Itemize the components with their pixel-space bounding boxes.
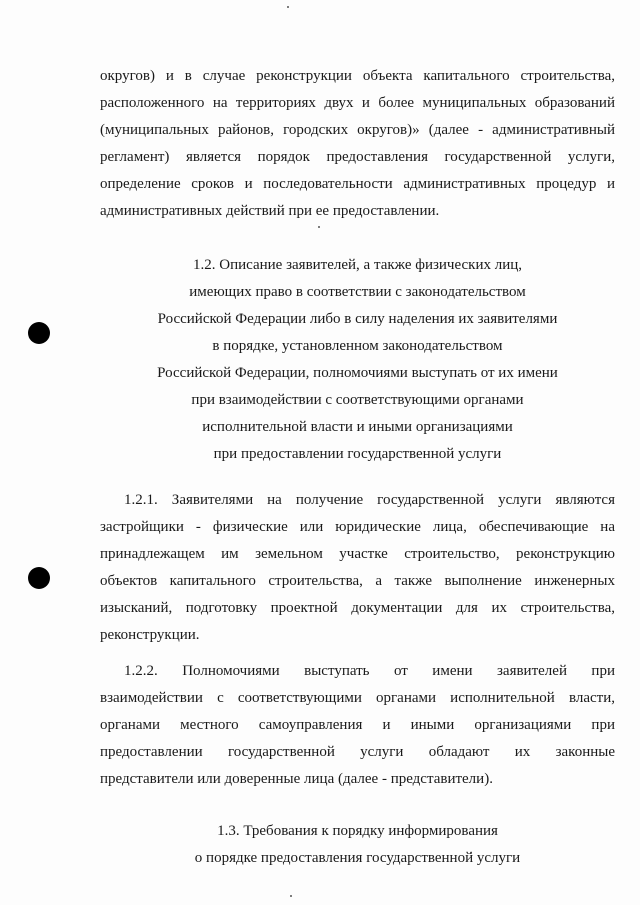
paragraph-intro	[100, 63, 615, 225]
heading-line: 1.3. Требования к порядку информирования	[217, 823, 498, 839]
text-line: (муниципальных районов, городских округов)» (далее - административный	[100, 122, 615, 138]
heading-line: при предоставлении государственной услуги	[213, 446, 502, 462]
text-line: застройщики - физические или юридические лица, обеспечивающие на	[100, 519, 615, 535]
text-line: регламент) является порядок предоставления государственной услуги,	[100, 149, 615, 165]
text-line: взаимодействии с соответствующими органами исполнительной власти,	[100, 690, 615, 706]
text-line: органами местного самоуправления и иными организациями при	[100, 717, 615, 733]
section-heading-1-3	[100, 818, 615, 872]
text-line: реконструкции.	[100, 627, 200, 643]
text-line: округов) и в случае реконструкции объекта капитального строительства,	[100, 68, 615, 84]
heading-line: в порядке, установленном законодательством	[212, 338, 503, 354]
text-line: объектов капитального строительства, а также выполнение инженерных	[100, 573, 615, 589]
hole-punch-mark	[28, 322, 50, 344]
paragraph-1-2-1	[100, 487, 615, 649]
section-heading-1-2	[100, 252, 615, 468]
scan-speck	[287, 6, 289, 8]
hole-punch-mark	[28, 567, 50, 589]
text-line: 1.2.1. Заявителями на получение государственной услуги являются	[124, 492, 615, 508]
text-line: определение сроков и последовательности административных процедур и	[100, 176, 615, 192]
heading-line: о порядке предоставления государственной услуги	[194, 850, 521, 866]
heading-line: имеющих право в соответствии с законодательством	[189, 284, 526, 300]
heading-line: 1.2. Описание заявителей, а также физических лиц,	[192, 257, 523, 273]
text-line: расположенного на территориях двух и более муниципальных образований	[100, 95, 615, 111]
heading-line: Российской Федерации, полномочиями выступать от их имени	[157, 365, 558, 381]
paragraph-1-2-2	[100, 658, 615, 793]
heading-line: при взаимодействии с соответствующими органами	[191, 392, 524, 408]
heading-line: Российской Федерации либо в силу наделения их заявителями	[157, 311, 558, 327]
text-line: изысканий, подготовку проектной документации для их строительства,	[100, 600, 615, 616]
scan-speck	[290, 895, 292, 897]
text-line: 1.2.2. Полномочиями выступать от имени заявителей при	[124, 663, 615, 679]
text-line: принадлежащем им земельном участке строительство, реконструкцию	[100, 546, 615, 562]
text-line: административных действий при ее предоставлении.	[100, 203, 440, 219]
scan-speck	[318, 226, 320, 228]
heading-line: исполнительной власти и иными организациями	[202, 419, 513, 435]
text-line: представители или доверенные лица (далее - представители).	[100, 771, 493, 787]
text-line: предоставлении государственной услуги обладают их законные	[100, 744, 615, 760]
